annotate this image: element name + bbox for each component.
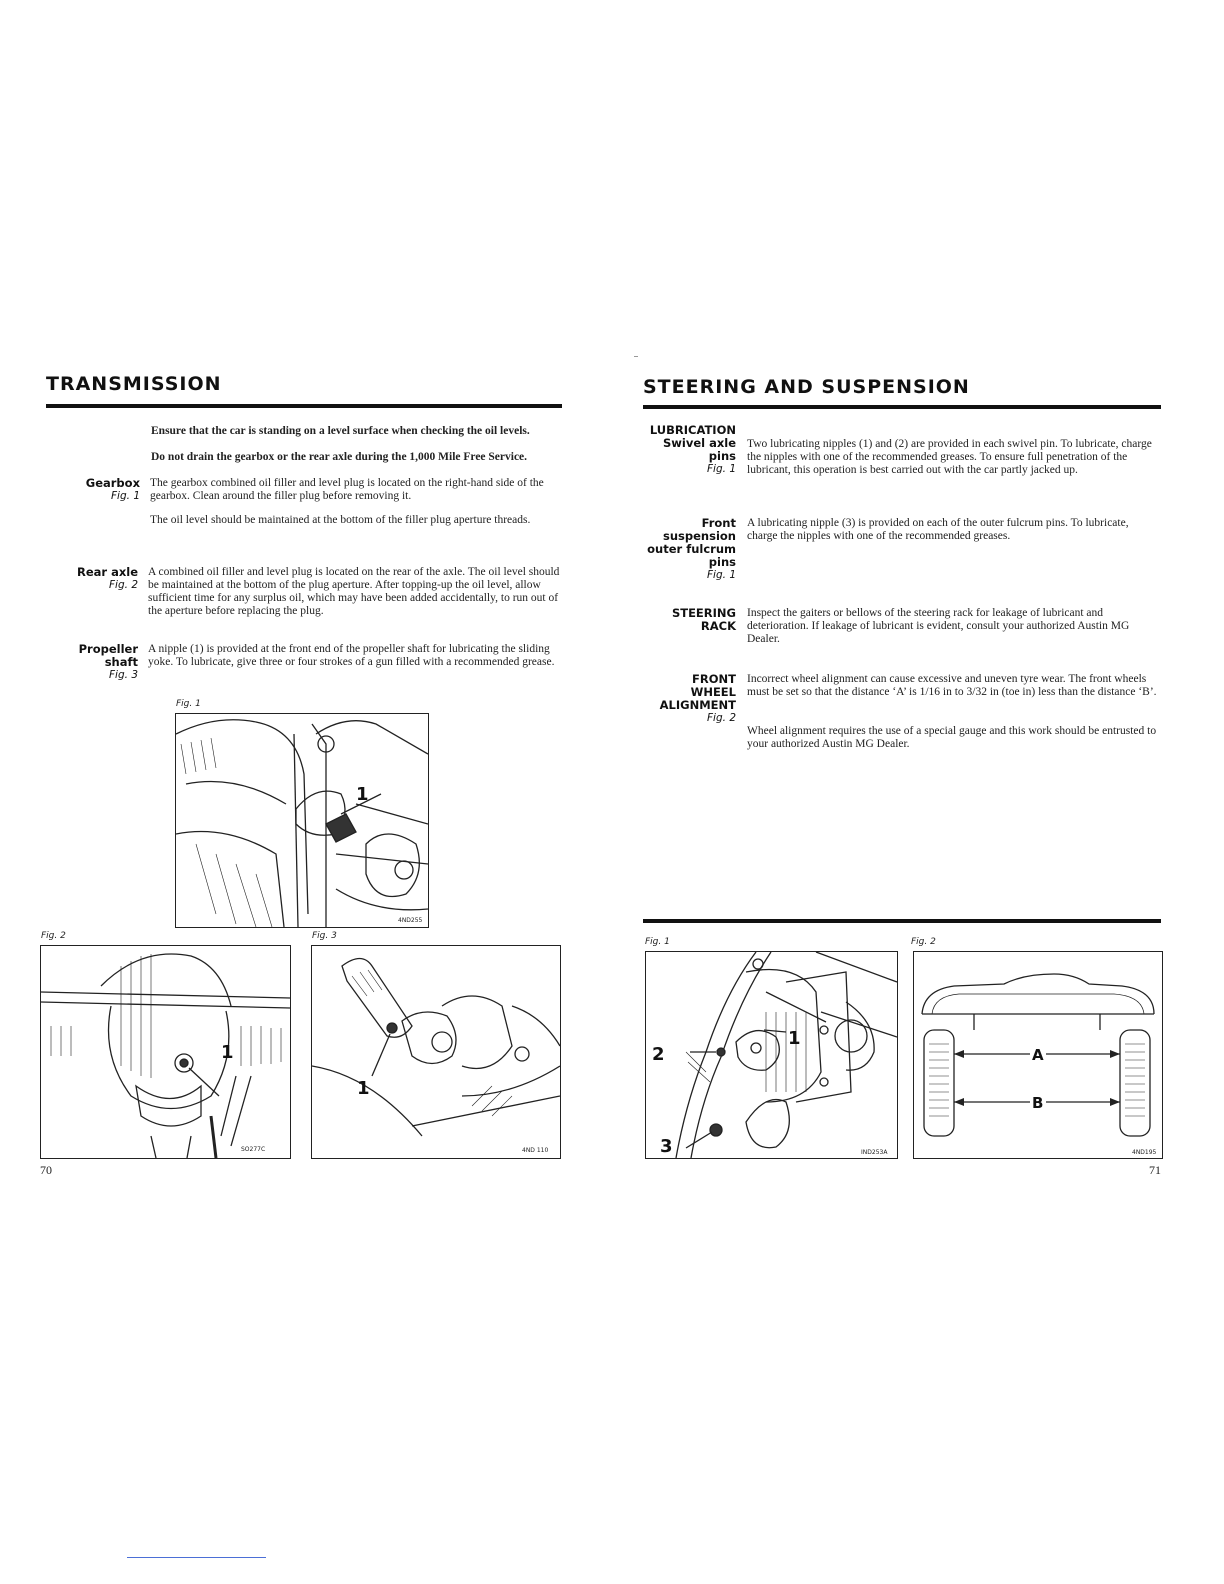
right-fig2-caption: Fig. 2 bbox=[911, 937, 936, 947]
propeller-shaft-label: Propeller shaft Fig. 3 bbox=[78, 642, 138, 681]
propeller-shaft-text: A nipple (1) is provided at the front end of the propeller shaft for lubricating the sliding yoke. To lubricate, give three or four strokes of a gun filled with a recommended grease. bbox=[148, 643, 555, 668]
gearbox-level-text: The oil level should be maintained at the bottom of the filler plug aperture threads. bbox=[150, 514, 531, 526]
propeller-shaft-illustration bbox=[312, 946, 560, 1158]
left-fig2-ref: SO277C bbox=[241, 1146, 266, 1153]
front-wheel-gauge-text: Wheel alignment requires the use of a special gauge and this work should be entrusted to your authorized Austin MG Dealer. bbox=[747, 725, 1157, 750]
rear-axle-label: Rear axle Fig. 2 bbox=[76, 565, 138, 591]
swivel-pin-figure bbox=[645, 951, 898, 1159]
rear-axle-figure bbox=[40, 945, 291, 1159]
gearbox-figure bbox=[175, 713, 429, 928]
front-suspension-text: A lubricating nipple (3) is provided on each of the outer fulcrum pins. To lubricate, charge the nipples with one of the recommended greases. bbox=[747, 517, 1129, 542]
left-heading-rule bbox=[46, 404, 562, 408]
steering-rack-text: Inspect the gaiters or bellows of the steering rack for leakage of lubricant and deterioration. If leakage of lubricant is evident, consult your authorized Austin MG Dealer. bbox=[747, 607, 1130, 645]
scan-underline bbox=[127, 1557, 266, 1558]
propeller-shaft-figure bbox=[311, 945, 561, 1159]
scan-mark bbox=[634, 356, 638, 357]
left-fig1-caption: Fig. 1 bbox=[176, 699, 201, 709]
right-fig2-label-b: B bbox=[1032, 1094, 1044, 1112]
front-wheel-alignment-text: Incorrect wheel alignment can cause excessive and uneven tyre wear. The front wheels must be set so that the distance ‘A’ is 1/16 in to 3/32 in (toe in) less than the distance ‘B’. bbox=[747, 673, 1157, 698]
intro-do-not-drain: Do not drain the gearbox or the rear axle during the 1,000 Mile Free Service. bbox=[151, 451, 528, 463]
right-fig1-ref: IND253A bbox=[861, 1149, 888, 1156]
left-fig2-caption: Fig. 2 bbox=[41, 931, 66, 941]
left-fig3-caption: Fig. 3 bbox=[312, 931, 337, 941]
right-heading-rule bbox=[643, 405, 1161, 409]
wheel-alignment-illustration bbox=[914, 952, 1162, 1158]
rear-axle-illustration bbox=[41, 946, 290, 1158]
front-wheel-alignment-label: FRONT WHEEL ALIGNMENT Fig. 2 bbox=[659, 672, 736, 724]
left-fig3-ref: 4ND 110 bbox=[522, 1147, 549, 1154]
left-page-number: 70 bbox=[40, 1163, 52, 1177]
right-fig1-caption: Fig. 1 bbox=[645, 937, 670, 947]
left-fig2-callout: 1 bbox=[221, 1042, 234, 1063]
lubrication-label: LUBRICATION Swivel axle pins Fig. 1 bbox=[649, 423, 736, 475]
gearbox-text: The gearbox combined oil filler and level plug is located on the right-hand side of the gearbox. Clean around the filler plug before removing it. bbox=[150, 477, 544, 502]
gearbox-illustration bbox=[176, 714, 428, 927]
right-fig1-callout-2: 2 bbox=[652, 1044, 665, 1065]
intro-level-surface: Ensure that the car is standing on a level surface when checking the oil levels. bbox=[151, 425, 530, 437]
left-page-heading: TRANSMISSION bbox=[46, 373, 222, 395]
right-fig2-label-a: A bbox=[1032, 1046, 1044, 1064]
left-fig1-ref: 4ND255 bbox=[398, 917, 423, 924]
right-page-heading: STEERING AND SUSPENSION bbox=[643, 376, 970, 398]
right-fig2-ref: 4ND195 bbox=[1132, 1149, 1157, 1156]
gearbox-label: Gearbox Fig. 1 bbox=[85, 476, 140, 502]
right-page-number: 71 bbox=[1149, 1163, 1161, 1177]
front-suspension-label: Front suspension outer fulcrum pins Fig. 1 bbox=[647, 516, 736, 581]
rear-axle-text: A combined oil filler and level plug is located on the rear of the axle. The oil level should be maintained at the bottom of the plug aperture. After topping-up the oil level, allow sufficient time for any surplus oil, which may have been added accidentally, to run out of the aperture before replacing the plug. bbox=[148, 566, 560, 617]
wheel-alignment-figure bbox=[913, 951, 1163, 1159]
left-fig3-callout: 1 bbox=[357, 1078, 370, 1099]
lubrication-text: Two lubricating nipples (1) and (2) are provided in each swivel pin. To lubricate, charge the nipples with one of the recommended greases. To ensure full penetration of the lubricant, this operation is best carried out with the car partly jacked up. bbox=[747, 438, 1152, 476]
swivel-pin-illustration bbox=[646, 952, 897, 1158]
right-fig1-callout-1: 1 bbox=[788, 1028, 801, 1049]
left-fig1-callout: 1 bbox=[356, 784, 369, 805]
steering-rack-label: STEERING RACK bbox=[671, 606, 736, 633]
right-figure-rule bbox=[643, 919, 1161, 923]
right-fig1-callout-3: 3 bbox=[660, 1136, 673, 1157]
